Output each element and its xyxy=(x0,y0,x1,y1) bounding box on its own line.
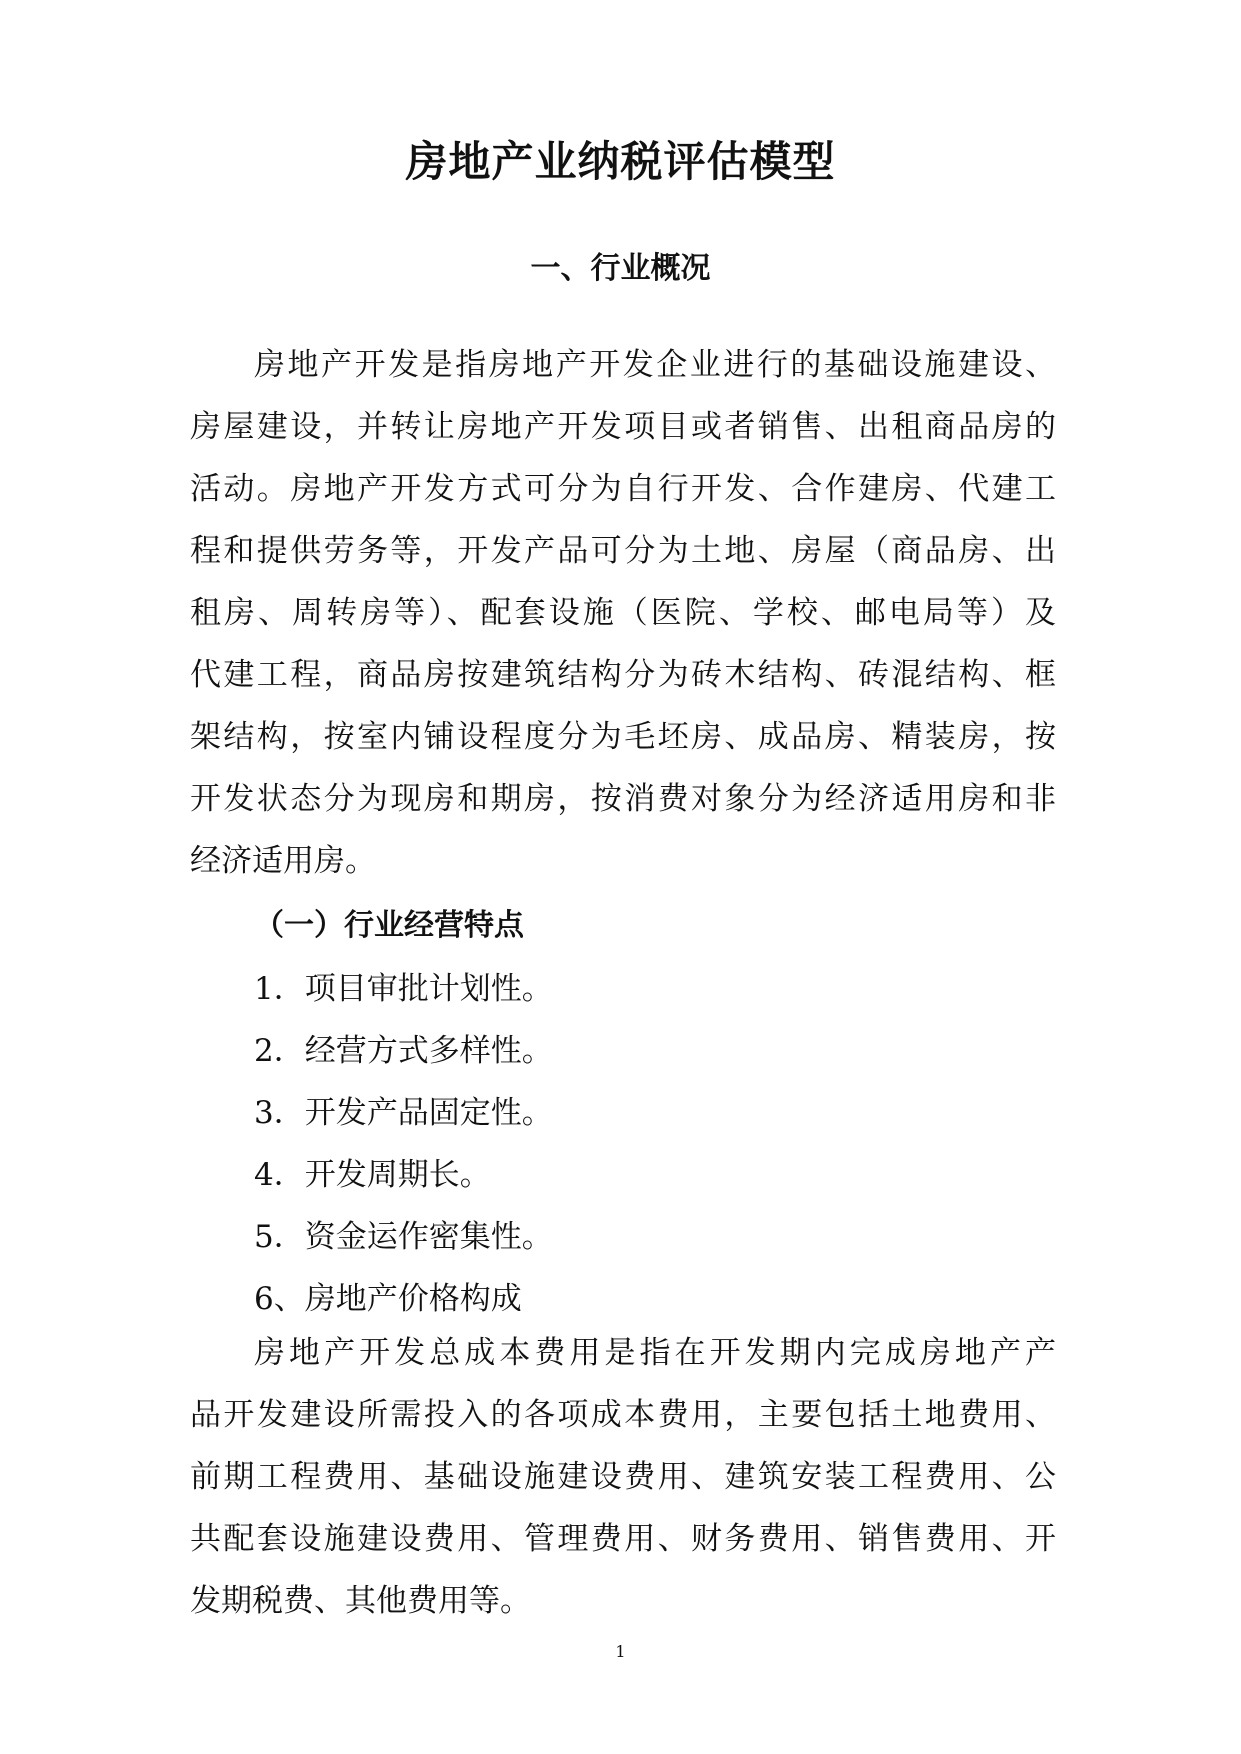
paragraph-line: 共配套设施建设费用、管理费用、财务费用、销售费用、开 xyxy=(190,1521,1056,1557)
paragraph-line: 前期工程费用、基础设施建设费用、建筑安装工程费用、公 xyxy=(190,1459,1056,1495)
paragraph-industry-overview xyxy=(190,334,1056,892)
list-item: 4．开发周期长。 xyxy=(254,1157,491,1193)
paragraph-line: 品开发建设所需投入的各项成本费用，主要包括土地费用、 xyxy=(190,1397,1056,1433)
paragraph-cost-composition xyxy=(190,1322,1056,1632)
list-item: 5．资金运作密集性。 xyxy=(254,1219,553,1255)
section-heading: 一、行业概况 xyxy=(530,251,711,286)
document-title: 房地产业纳税评估模型 xyxy=(405,137,836,186)
sub-heading: （一）行业经营特点 xyxy=(254,908,524,943)
list-item: 3．开发产品固定性。 xyxy=(254,1095,553,1131)
page-number: 1 xyxy=(615,1642,626,1661)
paragraph-line: 活动。房地产开发方式可分为自行开发、合作建房、代建工 xyxy=(190,471,1056,507)
list-item: 1．项目审批计划性。 xyxy=(254,971,553,1007)
paragraph-line: 房地产开发总成本费用是指在开发期内完成房地产产 xyxy=(254,1335,1056,1371)
feature-list xyxy=(254,958,553,1330)
paragraph-line: 房屋建设，并转让房地产开发项目或者销售、出租商品房的 xyxy=(190,409,1056,445)
paragraph-line: 代建工程，商品房按建筑结构分为砖木结构、砖混结构、框 xyxy=(190,657,1056,693)
list-item: 6、房地产价格构成 xyxy=(254,1281,522,1317)
paragraph-line: 架结构，按室内铺设程度分为毛坯房、成品房、精装房，按 xyxy=(190,719,1056,755)
paragraph-line: 房地产开发是指房地产开发企业进行的基础设施建设、 xyxy=(254,347,1056,383)
paragraph-line: 发期税费、其他费用等。 xyxy=(190,1583,531,1619)
paragraph-line: 程和提供劳务等，开发产品可分为土地、房屋（商品房、出 xyxy=(190,533,1056,569)
list-item: 2．经营方式多样性。 xyxy=(254,1033,553,1069)
paragraph-line: 租房、周转房等）、配套设施（医院、学校、邮电局等）及 xyxy=(190,595,1056,631)
paragraph-line: 开发状态分为现房和期房，按消费对象分为经济适用房和非 xyxy=(190,781,1056,817)
paragraph-line: 经济适用房。 xyxy=(190,843,376,879)
